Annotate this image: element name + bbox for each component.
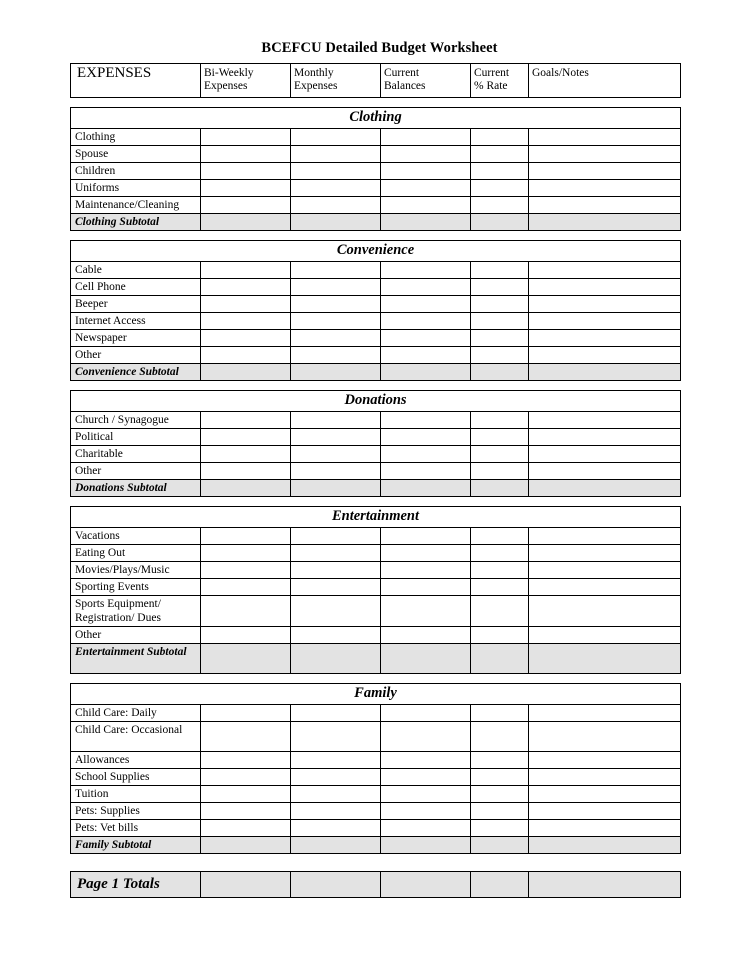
cell-monthly[interactable]: [291, 562, 381, 579]
cell-rate[interactable]: [471, 705, 529, 722]
cell-monthly[interactable]: [291, 528, 381, 545]
column-header-line2: Expenses: [204, 80, 248, 92]
cell-rate[interactable]: [471, 463, 529, 480]
subtotal-notes[interactable]: [529, 364, 681, 381]
subtotal-label: Entertainment Subtotal: [71, 644, 201, 674]
row-label: Eating Out: [71, 545, 201, 562]
cell-rate[interactable]: [471, 296, 529, 313]
cell-balance[interactable]: [381, 562, 471, 579]
subtotal-biweekly[interactable]: [201, 644, 291, 674]
cell-notes[interactable]: [529, 545, 681, 562]
table-row: [71, 627, 681, 644]
cell-rate[interactable]: [471, 786, 529, 803]
cell-biweekly[interactable]: [201, 296, 291, 313]
cell-rate[interactable]: [471, 313, 529, 330]
table-row: [71, 803, 681, 820]
cell-rate[interactable]: [471, 820, 529, 837]
subtotal-monthly[interactable]: [291, 364, 381, 381]
subtotal-row: [71, 364, 681, 381]
section-entertainment: [70, 506, 681, 674]
cell-notes[interactable]: [529, 412, 681, 429]
row-label: Internet Access: [71, 313, 201, 330]
section-title: Clothing: [71, 108, 681, 129]
cell-balance[interactable]: [381, 296, 471, 313]
row-label: Other: [71, 463, 201, 480]
cell-monthly[interactable]: [291, 463, 381, 480]
cell-biweekly[interactable]: [201, 279, 291, 296]
cell-notes[interactable]: [529, 596, 681, 627]
cell-rate[interactable]: [471, 769, 529, 786]
table-row: [71, 769, 681, 786]
cell-notes[interactable]: [529, 579, 681, 596]
column-header-current-rate: [471, 64, 529, 98]
table-row: [71, 330, 681, 347]
cell-balance[interactable]: [381, 197, 471, 214]
cell-rate[interactable]: [471, 429, 529, 446]
cell-rate[interactable]: [471, 412, 529, 429]
subtotal-row: [71, 837, 681, 854]
cell-monthly[interactable]: [291, 752, 381, 769]
cell-notes[interactable]: [529, 146, 681, 163]
table-row: [71, 296, 681, 313]
cell-monthly[interactable]: [291, 786, 381, 803]
cell-biweekly[interactable]: [201, 786, 291, 803]
row-label: Child Care: Daily: [71, 705, 201, 722]
subtotal-row: [71, 214, 681, 231]
cell-monthly[interactable]: [291, 722, 381, 752]
cell-monthly[interactable]: [291, 412, 381, 429]
subtotal-monthly[interactable]: [291, 214, 381, 231]
cell-monthly[interactable]: [291, 330, 381, 347]
section-convenience: [70, 240, 681, 381]
column-header-biweekly: [201, 64, 291, 98]
table-row: [71, 463, 681, 480]
section-donations: [70, 390, 681, 497]
cell-notes[interactable]: [529, 528, 681, 545]
row-label: Clothing: [71, 129, 201, 146]
subtotal-notes[interactable]: [529, 837, 681, 854]
cell-biweekly[interactable]: [201, 545, 291, 562]
row-label: Spouse: [71, 146, 201, 163]
cell-rate[interactable]: [471, 129, 529, 146]
row-label: Child Care: Occasional: [71, 722, 201, 752]
row-label: Other: [71, 627, 201, 644]
section-family: [70, 683, 681, 854]
cell-monthly[interactable]: [291, 180, 381, 197]
cell-balance[interactable]: [381, 705, 471, 722]
cell-balance[interactable]: [381, 463, 471, 480]
cell-biweekly[interactable]: [201, 528, 291, 545]
cell-balance[interactable]: [381, 313, 471, 330]
table-row: [71, 579, 681, 596]
cell-biweekly[interactable]: [201, 429, 291, 446]
row-label: Uniforms: [71, 180, 201, 197]
cell-notes[interactable]: [529, 769, 681, 786]
row-label: Cable: [71, 262, 201, 279]
column-header-goals-notes: [529, 64, 681, 98]
subtotal-row: [71, 480, 681, 497]
cell-biweekly[interactable]: [201, 180, 291, 197]
subtotal-biweekly[interactable]: [201, 214, 291, 231]
column-header-line2: % Rate: [474, 80, 508, 92]
section-title: Entertainment: [71, 507, 681, 528]
table-row: [71, 705, 681, 722]
cell-balance[interactable]: [381, 446, 471, 463]
cell-biweekly[interactable]: [201, 752, 291, 769]
cell-monthly[interactable]: [291, 769, 381, 786]
cell-notes[interactable]: [529, 705, 681, 722]
table-row: [71, 545, 681, 562]
row-label: Maintenance/Cleaning: [71, 197, 201, 214]
cell-balance[interactable]: [381, 820, 471, 837]
row-label: Political: [71, 429, 201, 446]
cell-balance[interactable]: [381, 146, 471, 163]
cell-notes[interactable]: [529, 296, 681, 313]
cell-rate[interactable]: [471, 752, 529, 769]
subtotal-notes[interactable]: [529, 214, 681, 231]
cell-biweekly[interactable]: [201, 769, 291, 786]
expenses-header-cell: EXPENSES: [71, 64, 201, 98]
cell-notes[interactable]: [529, 446, 681, 463]
cell-biweekly[interactable]: [201, 197, 291, 214]
cell-biweekly[interactable]: [201, 347, 291, 364]
cell-balance[interactable]: [381, 528, 471, 545]
cell-biweekly[interactable]: [201, 803, 291, 820]
cell-monthly[interactable]: [291, 545, 381, 562]
subtotal-monthly[interactable]: [291, 837, 381, 854]
cell-rate[interactable]: [471, 180, 529, 197]
cell-notes[interactable]: [529, 786, 681, 803]
cell-rate[interactable]: [471, 330, 529, 347]
cell-rate[interactable]: [471, 545, 529, 562]
cell-monthly[interactable]: [291, 197, 381, 214]
cell-balance[interactable]: [381, 279, 471, 296]
table-row: [71, 562, 681, 579]
cell-notes[interactable]: [529, 752, 681, 769]
cell-notes[interactable]: [529, 180, 681, 197]
subtotal-label: Donations Subtotal: [71, 480, 201, 497]
cell-monthly[interactable]: [291, 296, 381, 313]
cell-notes[interactable]: [529, 163, 681, 180]
row-label: Church / Synagogue: [71, 412, 201, 429]
subtotal-monthly[interactable]: [291, 644, 381, 674]
column-header-line2: Expenses: [294, 80, 338, 92]
cell-biweekly[interactable]: [201, 820, 291, 837]
row-label: Pets: Vet bills: [71, 820, 201, 837]
table-row: [71, 722, 681, 752]
cell-balance[interactable]: [381, 769, 471, 786]
subtotal-balance[interactable]: [381, 837, 471, 854]
cell-balance[interactable]: [381, 752, 471, 769]
cell-monthly[interactable]: [291, 279, 381, 296]
subtotal-monthly[interactable]: [291, 480, 381, 497]
subtotal-row: [71, 644, 681, 674]
cell-biweekly[interactable]: [201, 722, 291, 752]
cell-notes[interactable]: [529, 330, 681, 347]
subtotal-biweekly[interactable]: [201, 480, 291, 497]
row-label: Sports Equipment/ Registration/ Dues: [71, 596, 201, 627]
row-label: Beeper: [71, 296, 201, 313]
section-title-row: [71, 391, 681, 412]
cell-rate[interactable]: [471, 146, 529, 163]
cell-balance[interactable]: [381, 545, 471, 562]
cell-notes[interactable]: [529, 197, 681, 214]
section-title: Donations: [71, 391, 681, 412]
row-label: Sporting Events: [71, 579, 201, 596]
cell-balance[interactable]: [381, 347, 471, 364]
column-header-line2: Balances: [384, 80, 426, 92]
table-row: [71, 163, 681, 180]
row-label: Allowances: [71, 752, 201, 769]
subtotal-balance[interactable]: [381, 480, 471, 497]
section-title-row: [71, 108, 681, 129]
subtotal-balance[interactable]: [381, 214, 471, 231]
row-label: Movies/Plays/Music: [71, 562, 201, 579]
cell-notes[interactable]: [529, 429, 681, 446]
cell-rate[interactable]: [471, 528, 529, 545]
cell-balance[interactable]: [381, 129, 471, 146]
cell-balance[interactable]: [381, 180, 471, 197]
table-row: [71, 262, 681, 279]
cell-rate[interactable]: [471, 163, 529, 180]
cell-balance[interactable]: [381, 330, 471, 347]
cell-biweekly[interactable]: [201, 463, 291, 480]
cell-rate[interactable]: [471, 627, 529, 644]
cell-balance[interactable]: [381, 596, 471, 627]
row-label: Vacations: [71, 528, 201, 545]
cell-monthly[interactable]: [291, 705, 381, 722]
table-row: [71, 279, 681, 296]
table-row: [71, 820, 681, 837]
cell-monthly[interactable]: [291, 627, 381, 644]
cell-notes[interactable]: [529, 722, 681, 752]
cell-rate[interactable]: [471, 446, 529, 463]
table-row: [71, 752, 681, 769]
cell-balance[interactable]: [381, 579, 471, 596]
table-row: [71, 180, 681, 197]
cell-notes[interactable]: [529, 279, 681, 296]
table-row: [71, 412, 681, 429]
subtotal-rate[interactable]: [471, 644, 529, 674]
cell-balance[interactable]: [381, 803, 471, 820]
cell-balance[interactable]: [381, 722, 471, 752]
cell-monthly[interactable]: [291, 803, 381, 820]
cell-rate[interactable]: [471, 347, 529, 364]
cell-monthly[interactable]: [291, 129, 381, 146]
subtotal-balance[interactable]: [381, 644, 471, 674]
table-row: [71, 129, 681, 146]
row-label: School Supplies: [71, 769, 201, 786]
cell-monthly[interactable]: [291, 429, 381, 446]
cell-rate[interactable]: [471, 197, 529, 214]
cell-biweekly[interactable]: [201, 446, 291, 463]
subtotal-biweekly[interactable]: [201, 837, 291, 854]
subtotal-biweekly[interactable]: [201, 364, 291, 381]
cell-rate[interactable]: [471, 722, 529, 752]
cell-notes[interactable]: [529, 803, 681, 820]
cell-biweekly[interactable]: [201, 262, 291, 279]
row-label: Tuition: [71, 786, 201, 803]
page-title: BCEFCU Detailed Budget Worksheet: [261, 40, 498, 56]
section-title-row: [71, 241, 681, 262]
cell-rate[interactable]: [471, 803, 529, 820]
row-label: Cell Phone: [71, 279, 201, 296]
cell-balance[interactable]: [381, 412, 471, 429]
cell-biweekly[interactable]: [201, 596, 291, 627]
cell-biweekly[interactable]: [201, 562, 291, 579]
cell-notes[interactable]: [529, 562, 681, 579]
cell-rate[interactable]: [471, 262, 529, 279]
cell-monthly[interactable]: [291, 262, 381, 279]
table-row: [71, 197, 681, 214]
cell-notes[interactable]: [529, 820, 681, 837]
subtotal-notes[interactable]: [529, 644, 681, 674]
row-label: Children: [71, 163, 201, 180]
section-title: Convenience: [71, 241, 681, 262]
cell-monthly[interactable]: [291, 313, 381, 330]
subtotal-label: Convenience Subtotal: [71, 364, 201, 381]
cell-biweekly[interactable]: [201, 129, 291, 146]
cell-balance[interactable]: [381, 786, 471, 803]
subtotal-rate[interactable]: [471, 364, 529, 381]
cell-monthly[interactable]: [291, 446, 381, 463]
cell-rate[interactable]: [471, 562, 529, 579]
page-totals-label: Page 1 Totals: [71, 872, 201, 898]
subtotal-notes[interactable]: [529, 480, 681, 497]
page-totals-row: [71, 872, 681, 898]
table-row: [71, 786, 681, 803]
column-header-line1: Monthly: [294, 67, 334, 79]
total-monthly[interactable]: [291, 872, 381, 898]
table-row: [71, 146, 681, 163]
cell-notes[interactable]: [529, 347, 681, 364]
cell-biweekly[interactable]: [201, 705, 291, 722]
subtotal-label: Family Subtotal: [71, 837, 201, 854]
cell-notes[interactable]: [529, 627, 681, 644]
row-label: Other: [71, 347, 201, 364]
page-totals-table: [70, 871, 681, 898]
column-header-monthly: [291, 64, 381, 98]
column-header-line1: Bi-Weekly: [204, 67, 254, 79]
column-header-current-balances: [381, 64, 471, 98]
table-header-row: [71, 64, 681, 98]
cell-notes[interactable]: [529, 129, 681, 146]
cell-biweekly[interactable]: [201, 330, 291, 347]
cell-monthly[interactable]: [291, 146, 381, 163]
section-clothing: [70, 107, 681, 231]
cell-rate[interactable]: [471, 596, 529, 627]
cell-balance[interactable]: [381, 262, 471, 279]
row-label: Charitable: [71, 446, 201, 463]
total-rate[interactable]: [471, 872, 529, 898]
cell-biweekly[interactable]: [201, 163, 291, 180]
total-biweekly[interactable]: [201, 872, 291, 898]
section-title-row: [71, 507, 681, 528]
column-header-table: [70, 63, 681, 98]
cell-balance[interactable]: [381, 627, 471, 644]
column-header-line1: Goals/Notes: [532, 67, 589, 79]
cell-biweekly[interactable]: [201, 627, 291, 644]
cell-biweekly[interactable]: [201, 412, 291, 429]
table-row: [71, 596, 681, 627]
total-notes[interactable]: [529, 872, 681, 898]
total-balance[interactable]: [381, 872, 471, 898]
cell-rate[interactable]: [471, 579, 529, 596]
table-row: [71, 347, 681, 364]
cell-biweekly[interactable]: [201, 146, 291, 163]
table-row: [71, 446, 681, 463]
row-label: Pets: Supplies: [71, 803, 201, 820]
cell-monthly[interactable]: [291, 820, 381, 837]
subtotal-balance[interactable]: [381, 364, 471, 381]
cell-biweekly[interactable]: [201, 579, 291, 596]
table-row: [71, 313, 681, 330]
cell-monthly[interactable]: [291, 579, 381, 596]
table-row: [71, 528, 681, 545]
cell-rate[interactable]: [471, 279, 529, 296]
subtotal-rate[interactable]: [471, 480, 529, 497]
subtotal-label: Clothing Subtotal: [71, 214, 201, 231]
cell-monthly[interactable]: [291, 163, 381, 180]
cell-notes[interactable]: [529, 313, 681, 330]
row-label: Newspaper: [71, 330, 201, 347]
cell-monthly[interactable]: [291, 596, 381, 627]
cell-notes[interactable]: [529, 463, 681, 480]
cell-balance[interactable]: [381, 163, 471, 180]
subtotal-rate[interactable]: [471, 837, 529, 854]
cell-biweekly[interactable]: [201, 313, 291, 330]
cell-notes[interactable]: [529, 262, 681, 279]
cell-monthly[interactable]: [291, 347, 381, 364]
column-header-line1: Current: [384, 67, 420, 79]
section-title-row: [71, 684, 681, 705]
section-title: Family: [71, 684, 681, 705]
cell-balance[interactable]: [381, 429, 471, 446]
column-header-line1: Current: [474, 67, 510, 79]
subtotal-rate[interactable]: [471, 214, 529, 231]
table-row: [71, 429, 681, 446]
